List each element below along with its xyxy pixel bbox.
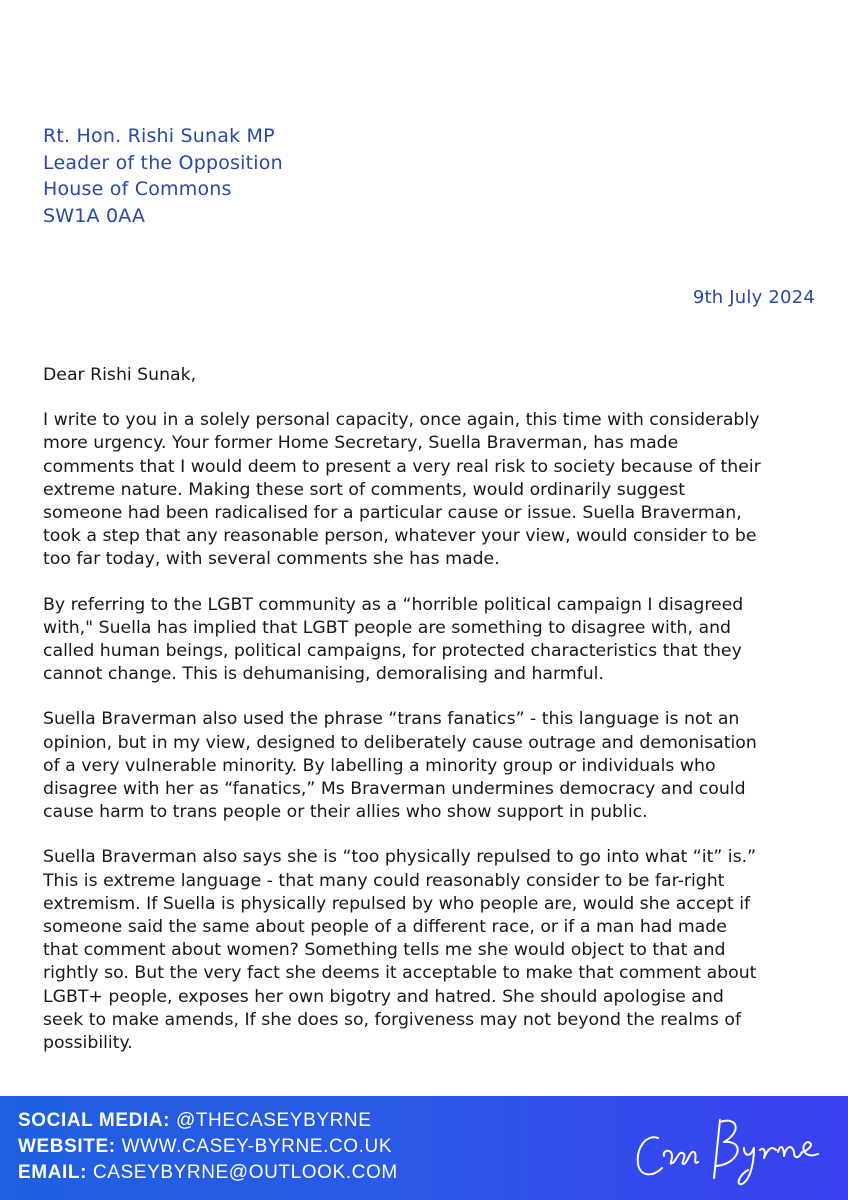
email-line [18, 1160, 398, 1186]
body-line: too far today, with several comments she has made. [43, 549, 500, 570]
recipient-address [43, 123, 283, 229]
body-line: extremism. If Suella is physically repulsed by who people are, would she accept if [43, 893, 751, 914]
email-address: CASEYBYRNE@OUTLOOK.COM [92, 1162, 398, 1183]
salutation: Dear Rishi Sunak, [43, 365, 197, 385]
handwritten-signature [628, 1104, 828, 1192]
paragraph-1 [43, 409, 825, 571]
footer-bar [0, 1096, 848, 1200]
body-line: cause harm to trans people or their allies who show support in public. [43, 802, 648, 823]
social-media-line [18, 1108, 398, 1134]
body-line: Suella Braverman also used the phrase “trans fanatics” - this language is not an [43, 709, 740, 730]
body-line: possibility. [43, 1033, 133, 1054]
body-line: cannot change. This is dehumanising, demoralising and harmful. [43, 664, 604, 685]
body-line: extreme nature. Making these sort of comments, would ordinarily suggest [43, 479, 686, 500]
body-line: I write to you in a solely personal capacity, once again, this time with considerably [43, 410, 760, 431]
body-line: This is extreme language - that many could reasonably consider to be far-right [43, 870, 725, 891]
contact-details [18, 1108, 398, 1186]
paragraph-4 [43, 846, 825, 1055]
website-url: WWW.CASEY-BYRNE.CO.UK [121, 1136, 393, 1157]
paragraph-3 [43, 708, 825, 824]
recipient-name: Rt. Hon. Rishi Sunak MP [43, 125, 275, 147]
body-line: called human beings, political campaigns, for protected characteristics that they [43, 641, 742, 662]
paragraph-2 [43, 594, 825, 687]
body-line: opinion, but in my view, designed to deliberately cause outrage and demonisation [43, 732, 757, 753]
social-media-label: SOCIAL MEDIA: [18, 1110, 171, 1131]
letter-date: 9th July 2024 [692, 287, 815, 308]
body-line: someone said the same about people of a different race, or if a man had made [43, 917, 727, 938]
body-line: rightly so. But the very fact she deems it acceptable to make that comment about [43, 963, 757, 984]
email-label: EMAIL: [18, 1162, 88, 1183]
letter-body [43, 364, 825, 1077]
body-line: LGBT+ people, exposes her own bigotry and hatred. She should apologise and [43, 986, 724, 1007]
recipient-title: Leader of the Opposition [43, 151, 283, 174]
body-line: Suella Braverman also says she is “too physically repulsed to go into what “it” is.” [43, 847, 757, 868]
social-media-handle: @THECASEYBYRNE [175, 1110, 372, 1131]
body-line: took a step that any reasonable person, whatever your view, would consider to be [43, 526, 757, 547]
body-line: of a very vulnerable minority. By labelling a minority group or individuals who [43, 755, 716, 776]
recipient-postcode: SW1A 0AA [43, 204, 146, 227]
body-line: someone had been radicalised for a particular cause or issue. Suella Braverman, [43, 503, 742, 524]
body-line: more urgency. Your former Home Secretary, Suella Braverman, has made [43, 433, 679, 454]
body-line: disagree with her as “fanatics,” Ms Braverman undermines democracy and could [43, 779, 746, 800]
website-line [18, 1134, 398, 1160]
website-label: WEBSITE: [18, 1136, 116, 1157]
body-line: By referring to the LGBT community as a “horrible political campaign I disagreed [43, 594, 744, 615]
body-line: that comment about women? Something tells me she would object to that and [43, 940, 726, 961]
recipient-location: House of Commons [43, 178, 232, 200]
body-line: seek to make amends, If she does so, forgiveness may not beyond the realms of [43, 1009, 742, 1030]
body-line: with," Suella has implied that LGBT people are something to disagree with, and [43, 617, 732, 638]
body-line: comments that I would deem to present a very real risk to society because of their [43, 456, 761, 477]
